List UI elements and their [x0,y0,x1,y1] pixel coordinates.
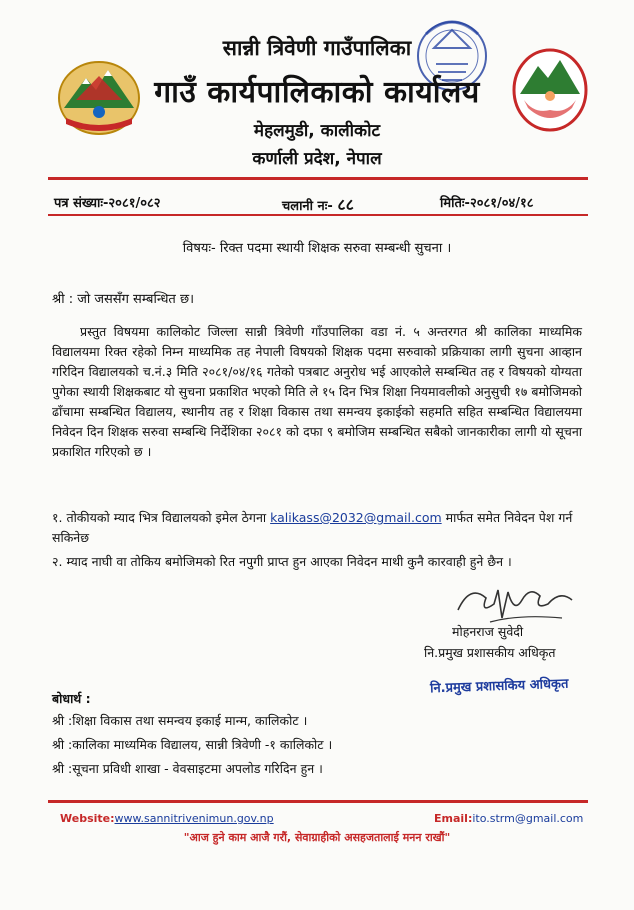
letter-date [440,193,534,211]
notice-body: प्रस्तुत विषयमा कालिकोट जिल्ला सान्नी त्रिवेणी गाँउपालिका वडा नं. ५ अन्तरगत श्री कालिका माध्यमिक विद्यालयमा रिक्त रहेको निम्न माध्यमिक तह नेपाली विषयको शिक्षक पदमा सरुवाको प्रक्रियाका लागी सुचना आव्हान गरिदिन विद्यालयको च.नं.३ मिति २०८१/०४/१६ गतेको पत्रबाट अनुरोध भई आएकोले सम्बन्धित तह र विषयको योग्यता पुगेका स्थायी शिक्षकबाट यो सुचना प्रकाशित भएको मिति ले १५ दिन भित्र शिक्षा नियमावलीको अनुसुची १७ बमोजिमको ढाँचामा सम्बन्धित विद्यालय, स्थानीय तह र शिक्षा विकास तथा समन्वय इकाईको सहमति सहित सम्बन्धित विद्यालयमा निवेदन दिन शिक्षक सरुवा सम्बन्धि निर्देशिका २०८१ को दफा ९ बमोजिम सम्बन्धित सबैको जानकारीका लागी यो सूचना प्रकाशित गरिएको छ । [52,324,582,459]
footer-divider [48,800,588,803]
letter-date-label: मितिः- [440,196,470,211]
list-item [52,508,582,548]
cc-recipient: श्री :शिक्षा विकास तथा समन्वय इकाई मान्म, कालिकोट । [52,713,308,728]
address-line-1: मेहलमुडी, कालीकोट [253,121,381,141]
address-line-2: कर्णाली प्रदेश, नेपाल [252,149,382,169]
cc-recipient: श्री :कालिका माध्यमिक विद्यालय, सान्नी त्रिवेणी -१ कालिकोट । [52,737,333,752]
letter-number [54,193,161,211]
item-1-text-after: मार्फत समेत निवेदन पेश गर्न सकिनेछ [52,510,573,545]
letter-date-value: २०८१/०४/१८ [469,196,534,211]
footer-email [434,812,583,825]
item-1-text: १. तोकीयको म्याद भित्र विद्यालयको इमेल ठेगना [52,510,267,525]
dispatch-number-label: चलानी नः- [282,199,333,214]
designation-stamp: नि.प्रमुख प्रशासकिय अधिकृत [429,676,569,697]
letter-number-label: पत्र संख्याः- [54,196,109,211]
list-item: २. म्याद नाघी वा तोकिय बमोजिमको रित नपुगी प्राप्त हुन आएका निवेदन माथी कुनै कारवाही हुने छैन । [52,554,512,569]
letter-number-value: २०८१/०८२ [108,196,161,211]
email-label: Email: [434,812,473,825]
cc-recipient: श्री :सूचना प्रविधी शाखा - वेवसाइटमा अपलोड गरिदिन हुन । [52,761,323,776]
office-email-link[interactable]: ito.strm@gmail.com [472,812,584,825]
dispatch-number-value: ८८ [337,195,354,214]
school-email-link[interactable]: kalikass@2032@gmail.com [270,510,442,525]
website-label: Website: [60,812,115,825]
municipality-name: सान्नी त्रिवेणी गाउँपालिका [222,36,412,60]
website-link[interactable]: www.sannitrivenimun.gov.np [114,812,274,825]
signatory-post: नि.प्रमुख प्रशासकीय अधिकृत [424,645,556,660]
footer-website [60,812,274,825]
salutation: श्री : जो जससँग सम्बन्धित छ। [52,292,195,307]
signatory-name: मोहनराज सुवेदी [452,624,524,639]
cc-label: बोधार्थ : [52,691,91,706]
office-name: गाउँ कार्यपालिकाको कार्यालय [154,75,480,110]
header-divider [48,177,588,180]
footer-motto: "आज हुने काम आजै गरौं, सेवाग्राहीको असहजतालाई मनन राखौं" [183,831,451,844]
reference-divider [48,214,588,216]
subject-line: विषयः- रिक्त पदमा स्थायी शिक्षक सरुवा सम्बन्धी सुचना । [182,241,452,256]
dispatch-number [282,193,354,215]
